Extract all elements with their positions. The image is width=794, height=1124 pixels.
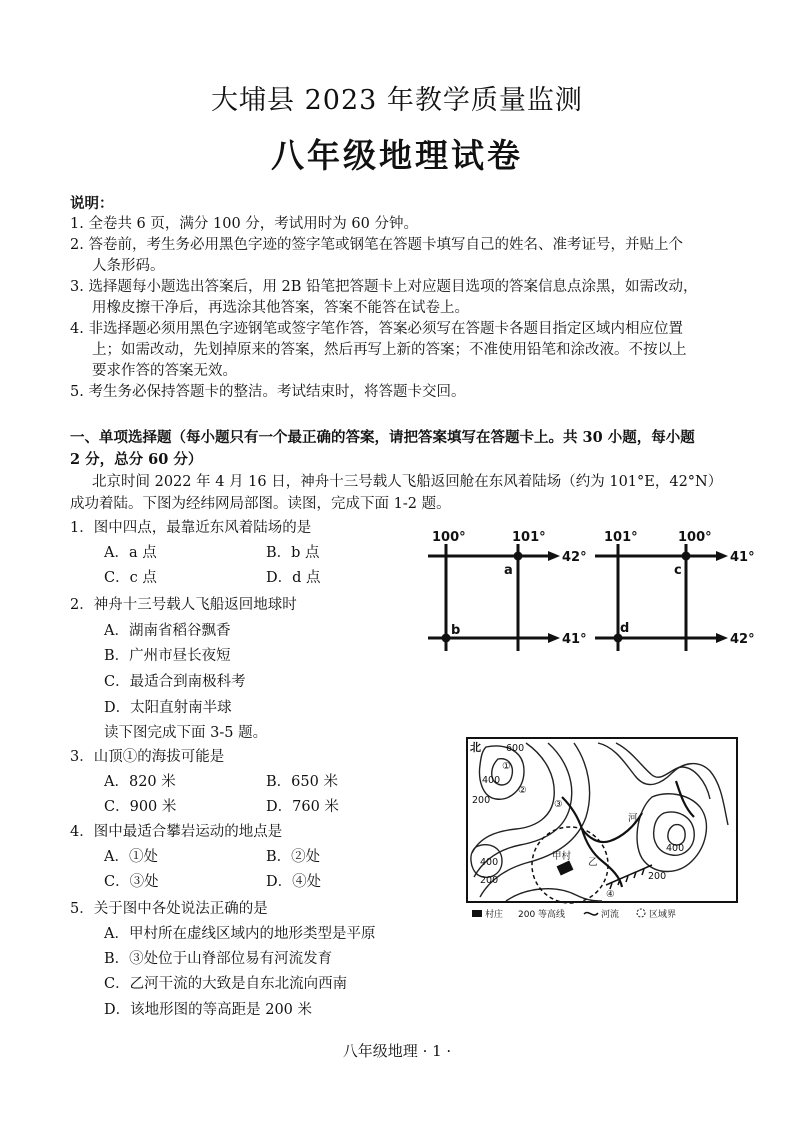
lat-label: 42° bbox=[730, 632, 755, 647]
exam-title: 大埔县 2023 年教学质量监测 bbox=[211, 85, 583, 116]
q3-option-b: B．650 米 bbox=[266, 774, 338, 790]
page-footer: 八年级地理 · 1 · bbox=[342, 1042, 452, 1060]
instruction-line: 人条形码。 bbox=[92, 258, 165, 274]
marker-2: ② bbox=[518, 785, 527, 796]
q4-option-a: A．①处 bbox=[104, 849, 158, 865]
contour-label: 400 bbox=[480, 857, 499, 868]
lat-label: 41° bbox=[730, 550, 755, 565]
q1-option-d: D．d 点 bbox=[266, 570, 321, 586]
q2-option-a: A．湖南省稻谷飘香 bbox=[104, 623, 231, 639]
river-yi-label: 乙 bbox=[588, 857, 598, 868]
q2-option-b: B．广州市昼长夜短 bbox=[104, 648, 231, 664]
lon-label: 101° bbox=[604, 530, 638, 545]
section-heading: 2 分，总分 60 分） bbox=[70, 451, 203, 468]
legend-area: 区域界 bbox=[649, 910, 677, 920]
question-3-stem: 3．山顶①的海拔可能是 bbox=[70, 749, 225, 765]
q4-option-c: C．③处 bbox=[104, 874, 159, 890]
q5-option-d: D．该地形图的等高距是 200 米 bbox=[104, 1002, 313, 1018]
question-1-stem: 1．图中四点，最靠近东风着陆场的是 bbox=[70, 520, 312, 536]
point-d-label: d bbox=[620, 621, 630, 636]
lon-label: 100° bbox=[678, 530, 712, 545]
north-label: 北 bbox=[470, 741, 481, 754]
q1-option-c: C．c 点 bbox=[104, 570, 157, 586]
q5-option-a: A．甲村所在虚线区域内的地形类型是平原 bbox=[104, 926, 376, 942]
legend-river: 河流 bbox=[601, 910, 620, 920]
instruction-line: 4. 非选择题必须用黑色字迹钢笔或签字笔作答，答案必须写在答题卡各题目指定区域内相应位置 bbox=[70, 321, 683, 337]
instruction-line: 2. 答卷前，考生务必用黑色字迹的签字笔或钢笔在答题卡填写自己的姓名、准考证号，并贴上个 bbox=[70, 237, 683, 253]
point-b-label: b bbox=[451, 623, 461, 638]
q5-option-c: C．乙河干流的大致是自东北流向西南 bbox=[104, 976, 348, 992]
question-intro: 成功着陆。下图为经纬网局部图。读图，完成下面 1-2 题。 bbox=[70, 496, 451, 512]
q1-option-b: B．b 点 bbox=[266, 545, 320, 561]
contour-label: 200 bbox=[472, 795, 491, 806]
contour-label: 400 bbox=[482, 775, 501, 786]
village-label: 甲村 bbox=[552, 851, 572, 862]
contour-label: 400 bbox=[666, 843, 685, 854]
instructions-label: 说明： bbox=[70, 195, 114, 212]
lon-label: 101° bbox=[512, 530, 546, 545]
q5-option-b: B．③处位于山脊部位易有河流发育 bbox=[104, 951, 333, 967]
q4-option-b: B．②处 bbox=[266, 849, 321, 865]
read-note: 读下图完成下面 3-5 题。 bbox=[104, 725, 268, 741]
q4-option-d: D．④处 bbox=[266, 874, 322, 890]
legend-contour: 200 等高线 bbox=[518, 910, 566, 920]
q2-option-c: C．最适合到南极科考 bbox=[104, 674, 246, 690]
point-a-label: a bbox=[504, 563, 513, 578]
q2-option-d: D．太阳直射南半球 bbox=[104, 700, 232, 716]
lon-label: 100° bbox=[432, 530, 466, 545]
q3-option-d: D．760 米 bbox=[266, 799, 339, 815]
contour-label: 600 bbox=[506, 743, 525, 754]
instruction-line: 要求作答的答案无效。 bbox=[92, 363, 237, 379]
question-5-stem: 5．关于图中各处说法正确的是 bbox=[70, 901, 268, 917]
instruction-line: 1. 全卷共 6 页，满分 100 分，考试用时为 60 分钟。 bbox=[70, 216, 418, 232]
contour-map-figure bbox=[466, 737, 738, 923]
instruction-line: 5. 考生务必保持答题卡的整洁。考试结束时，将答题卡交回。 bbox=[70, 384, 466, 400]
contour-label: 200 bbox=[648, 871, 667, 882]
q1-option-a: A．a 点 bbox=[104, 545, 157, 561]
exam-subtitle: 八年级地理试卷 bbox=[271, 136, 523, 175]
q3-option-a: A．820 米 bbox=[104, 774, 176, 790]
lat-label: 41° bbox=[562, 632, 587, 647]
marker-3: ③ bbox=[554, 799, 563, 810]
legend-village: 村庄 bbox=[485, 910, 504, 920]
point-c-label: c bbox=[674, 563, 682, 578]
question-2-stem: 2．神舟十三号载人飞船返回地球时 bbox=[70, 597, 297, 613]
instruction-line: 3. 选择题每小题选出答案后，用 2B 铅笔把答题卡上对应题目选项的答案信息点涂黑，如需改动， bbox=[70, 279, 698, 295]
question-intro: 北京时间 2022 年 4 月 16 日，神舟十三号载人飞船返回舱在东风着陆场（约为 101°E，42°N） bbox=[92, 474, 723, 490]
river-label: 河 bbox=[628, 813, 638, 824]
lat-lon-grid-figure bbox=[420, 526, 755, 656]
marker-1: ① bbox=[502, 761, 511, 772]
marker-4: ④ bbox=[606, 889, 615, 900]
section-heading: 一、单项选择题（每小题只有一个最正确的答案，请把答案填写在答题卡上。共 30 小题，每小题 bbox=[70, 429, 695, 446]
question-4-stem: 4．图中最适合攀岩运动的地点是 bbox=[70, 824, 283, 840]
q3-option-c: C．900 米 bbox=[104, 799, 177, 815]
instruction-line: 上；如需改动，先划掉原来的答案，然后再写上新的答案；不准使用铅笔和涂改液。不按以上 bbox=[92, 342, 687, 358]
contour-label: 200 bbox=[480, 875, 499, 886]
instruction-line: 用橡皮擦干净后，再选涂其他答案，答案不能答在试卷上。 bbox=[92, 300, 469, 316]
lat-label: 42° bbox=[562, 550, 587, 565]
